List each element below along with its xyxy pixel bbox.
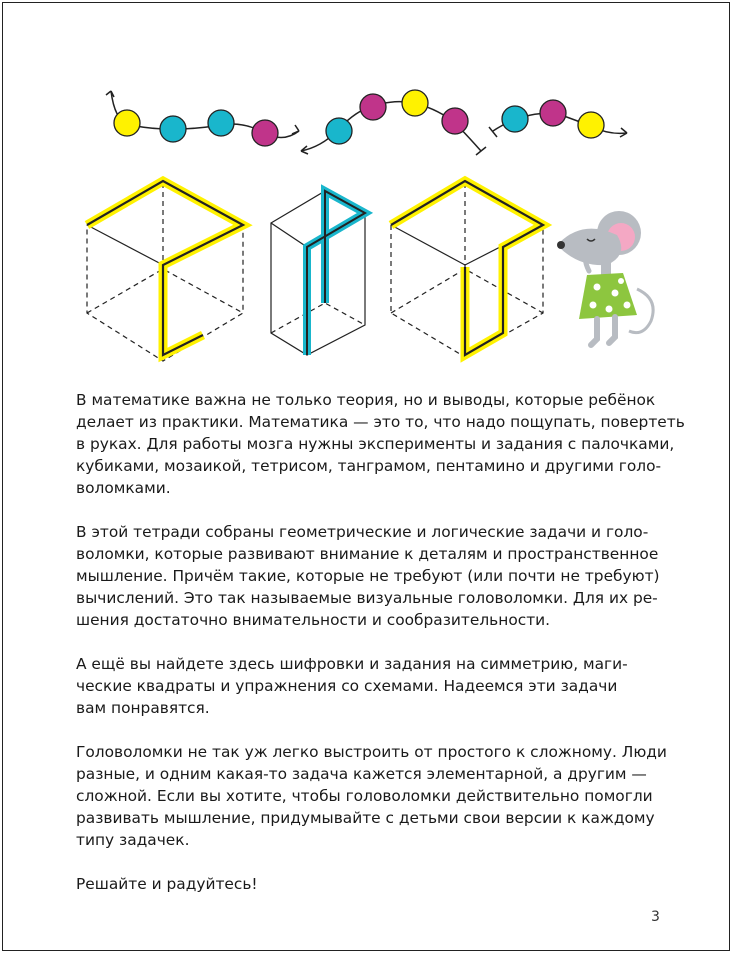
page bbox=[2, 2, 730, 951]
paragraph bbox=[76, 741, 666, 851]
bead-magenta bbox=[442, 108, 468, 134]
paragraph bbox=[76, 521, 666, 631]
cube-figure-1 bbox=[87, 181, 243, 361]
bead-string-3 bbox=[489, 100, 627, 138]
page-number: 3 bbox=[651, 909, 660, 925]
bead-yellow bbox=[578, 112, 604, 138]
text-line: делает из практики. Математика — это то, что надо пощупать, повертеть bbox=[76, 413, 685, 431]
bead-cyan bbox=[160, 116, 186, 142]
text-line: В математике важна не только теория, но и выводы, которые ребёнок bbox=[76, 391, 656, 409]
paragraph bbox=[76, 873, 666, 895]
text-line: мышление. Причём такие, которые не требуют (или почти не требуют) bbox=[76, 567, 660, 585]
text-line: разные, и одним какая-то задача кажется элементарной, а другим — bbox=[76, 765, 647, 783]
text-line: воломками. bbox=[76, 479, 171, 497]
mouse-character bbox=[557, 211, 653, 345]
text-line: в руках. Для работы мозга нужны эксперименты и задания с палочками, bbox=[76, 435, 675, 453]
bead-magenta bbox=[360, 94, 386, 120]
paragraph bbox=[76, 653, 666, 719]
bead-cyan bbox=[208, 110, 234, 136]
text-line: развивать мышление, придумывайте с детьми свои версии к каждому bbox=[76, 809, 655, 827]
text-line: А ещё вы найдете здесь шифровки и задания на симметрию, маги- bbox=[76, 655, 628, 673]
text-line: сложной. Если вы хотите, чтобы головоломки действительно помогли bbox=[76, 787, 653, 805]
text-line: шения достаточно внимательности и сообразительности. bbox=[76, 611, 551, 629]
bead-cyan bbox=[502, 106, 528, 132]
bead-magenta bbox=[252, 120, 278, 146]
text-line: воломки, которые развивают внимание к деталям и пространственное bbox=[76, 545, 659, 563]
prism-figure bbox=[271, 191, 365, 355]
text-line: ческие квадраты и упражнения со схемами. Надеемся эти задачи bbox=[76, 677, 618, 695]
illustration bbox=[3, 3, 731, 383]
text-line: Решайте и радуйтесь! bbox=[76, 875, 258, 893]
text-line: вам понравятся. bbox=[76, 699, 210, 717]
bead-cyan bbox=[326, 118, 352, 144]
bead-string-2 bbox=[301, 90, 486, 155]
paragraph bbox=[76, 389, 685, 499]
text-line: кубиками, мозаикой, тетрисом, танграмом, пентамино и другими голо- bbox=[76, 457, 662, 475]
bead-yellow bbox=[402, 90, 428, 116]
text-line: Головоломки не так уж легко выстроить от простого к сложному. Люди bbox=[76, 743, 667, 761]
text-line: типу задачек. bbox=[76, 831, 190, 849]
bead-yellow bbox=[114, 110, 140, 136]
cube-figure-2 bbox=[391, 181, 543, 357]
text-line: вычислений. Это так называемые визуальные головоломки. Для их ре- bbox=[76, 589, 658, 607]
text-line: В этой тетради собраны геометрические и логические задачи и голо- bbox=[76, 523, 649, 541]
bead-magenta bbox=[540, 100, 566, 126]
body-text bbox=[76, 389, 685, 917]
bead-string-1 bbox=[106, 91, 299, 146]
